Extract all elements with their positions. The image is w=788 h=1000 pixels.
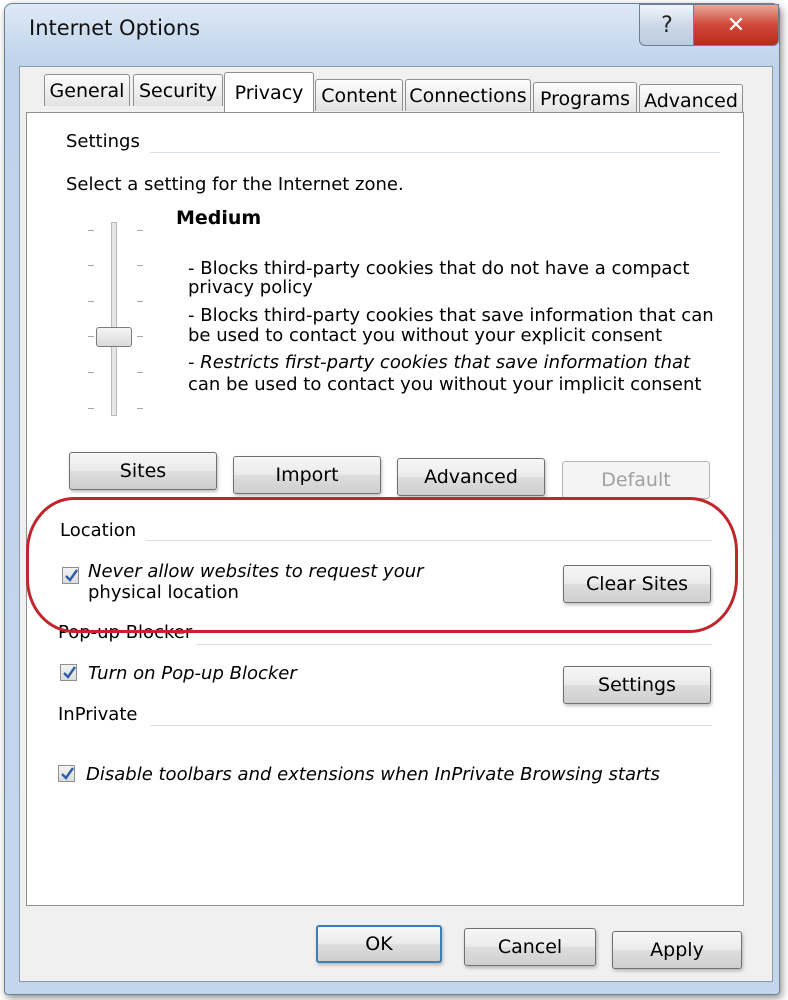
help-button[interactable]: [639, 4, 695, 46]
clear-sites-button[interactable]: Clear Sites: [563, 565, 711, 603]
popup-blocker-checkbox-label: Turn on Pop-up Blocker: [88, 663, 297, 684]
location-checkbox-label-cont: physical location: [88, 582, 239, 603]
slider-tick: [88, 372, 94, 373]
ok-button[interactable]: OK: [316, 925, 442, 963]
privacy-description-line: privacy policy: [188, 277, 313, 298]
close-icon: ✕: [726, 12, 746, 38]
slider-tick: [137, 372, 143, 373]
window-title: Internet Options: [29, 16, 201, 40]
privacy-description-line: - Restricts first-party cookies that save information that: [188, 352, 691, 373]
location-highlight-annotation: [26, 497, 738, 633]
tab-advanced[interactable]: Advanced: [639, 84, 743, 116]
inprivate-group-label: InPrivate: [58, 704, 145, 725]
privacy-description-line: - Blocks third-party cookies that save information that can: [188, 305, 714, 326]
slider-tick: [137, 336, 143, 337]
privacy-description-line: can be used to contact you without your implicit consent: [188, 374, 702, 395]
privacy-description-line: - Blocks third-party cookies that do not have a compact: [188, 258, 690, 279]
settings-group-label: Settings: [66, 131, 148, 152]
help-icon: ?: [661, 12, 673, 38]
check-icon: [62, 665, 77, 680]
privacy-description-line: be used to contact you without your explicit consent: [188, 325, 663, 346]
check-icon: [60, 766, 75, 781]
tab-general[interactable]: General: [44, 74, 130, 106]
privacy-level-slider-track[interactable]: [111, 222, 117, 416]
privacy-level-slider-thumb[interactable]: [96, 327, 132, 347]
inprivate-checkbox[interactable]: [58, 765, 75, 782]
popup-blocker-checkbox[interactable]: [60, 664, 77, 681]
import-button[interactable]: Import: [233, 456, 381, 494]
tab-connections[interactable]: Connections: [405, 79, 531, 111]
slider-tick: [137, 408, 143, 409]
privacy-level-name: Medium: [176, 207, 262, 229]
location-checkbox-label: Never allow websites to request your: [88, 561, 424, 582]
sites-button[interactable]: Sites: [69, 452, 217, 490]
tab-programs[interactable]: Programs: [533, 82, 637, 114]
slider-tick: [88, 408, 94, 409]
slider-tick: [88, 336, 94, 337]
location-group-label: Location: [60, 520, 144, 541]
popup-settings-button[interactable]: Settings: [563, 666, 711, 704]
tab-content[interactable]: Content: [315, 79, 403, 111]
tab-security[interactable]: Security: [133, 74, 223, 106]
tab-privacy[interactable]: Privacy: [224, 72, 314, 112]
slider-tick: [88, 230, 94, 231]
slider-tick: [88, 301, 94, 302]
slider-tick: [137, 265, 143, 266]
slider-tick: [88, 265, 94, 266]
default-button[interactable]: Default: [562, 461, 710, 499]
slider-tick: [137, 230, 143, 231]
zone-prompt: Select a setting for the Internet zone.: [66, 174, 404, 195]
apply-button[interactable]: Apply: [612, 931, 742, 969]
inprivate-checkbox-label: Disable toolbars and extensions when InPrivate Browsing starts: [86, 764, 660, 785]
settings-group-line: [150, 152, 720, 153]
slider-tick: [137, 301, 143, 302]
popup-group-line: [196, 644, 712, 645]
cancel-button[interactable]: Cancel: [464, 928, 596, 966]
close-button[interactable]: [693, 4, 779, 46]
advanced-button[interactable]: Advanced: [397, 458, 545, 496]
inprivate-group-line: [150, 725, 712, 726]
popup-group-label: Pop-up Blocker: [58, 622, 200, 643]
